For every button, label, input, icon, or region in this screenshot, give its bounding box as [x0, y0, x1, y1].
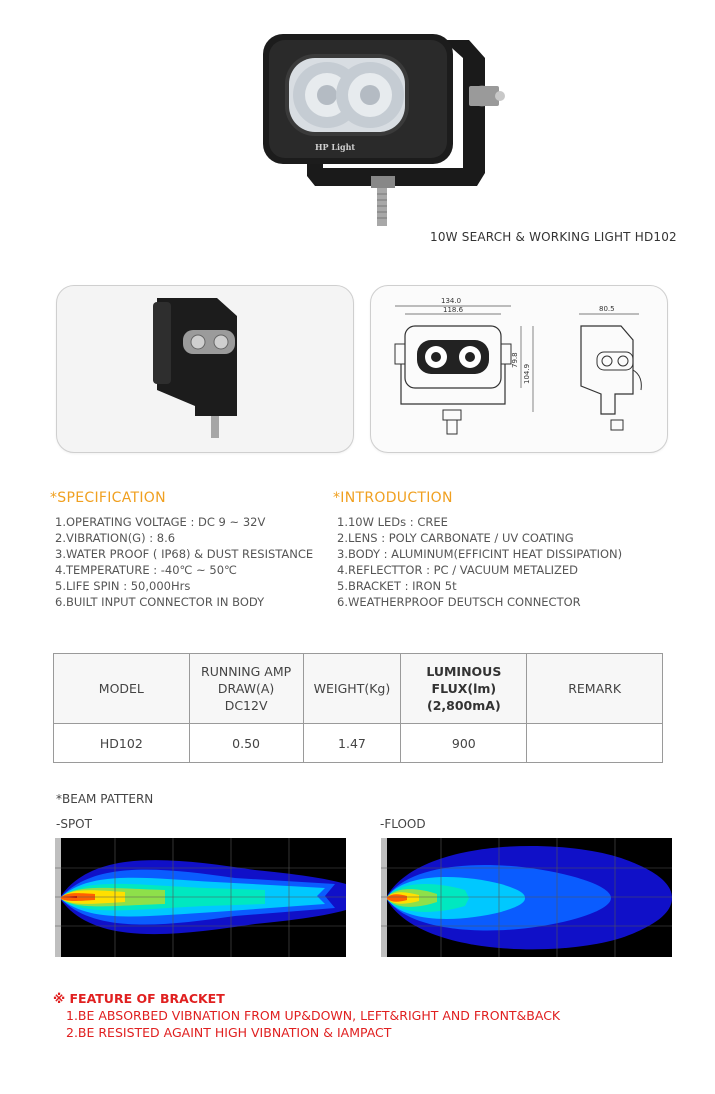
header-luminous-flux [401, 654, 527, 724]
dim-depth: 80.5 [599, 305, 615, 313]
spot-beam-image [55, 838, 346, 957]
intro-item: 3.BODY : ALUMINUM(EFFICINT HEAT DISSIPATION) [337, 547, 623, 561]
product-caption: 10W SEARCH & WORKING LIGHT HD102 [430, 230, 677, 244]
dimension-drawing [371, 286, 667, 452]
header-remark: REMARK [527, 654, 663, 724]
cell-remark [527, 724, 663, 763]
header-amp [189, 654, 303, 724]
header-amp-line3: DC12V [224, 698, 268, 713]
feature-item: 2.BE RESISTED AGAINT HIGH VIBNATION & IAMPACT [66, 1025, 392, 1040]
specification-list [55, 514, 313, 610]
side-view-panel [56, 285, 354, 453]
flood-label: -FLOOD [380, 817, 426, 831]
intro-item: 4.REFLECTTOR : PC / VACUUM METALIZED [337, 563, 578, 577]
specification-title: *SPECIFICATION [50, 490, 166, 506]
cell-model: HD102 [54, 724, 190, 763]
spec-item: 6.BUILT INPUT CONNECTOR IN BODY [55, 595, 265, 609]
header-amp-line2: DRAW(A) [217, 681, 275, 696]
spec-item: 4.TEMPERATURE : -40℃ ~ 50℃ [55, 563, 237, 577]
spec-item: 2.VIBRATION(G) : 8.6 [55, 531, 176, 545]
introduction-list [337, 514, 622, 610]
header-amp-line1: RUNNING AMP [201, 664, 292, 679]
cell-amp: 0.50 [189, 724, 303, 763]
beam-pattern-title: *BEAM PATTERN [56, 792, 154, 806]
feature-title: ※ FEATURE OF BRACKET [53, 991, 225, 1006]
header-weight: WEIGHT(Kg) [303, 654, 401, 724]
feature-item: 1.BE ABSORBED VIBNATION FROM UP&DOWN, LEFT&RIGHT AND FRONT&BACK [66, 1008, 561, 1023]
header-model: MODEL [54, 654, 190, 724]
header-lum-line2: (2,800mA) [427, 698, 501, 713]
side-view-photo [57, 286, 353, 452]
spec-item: 5.LIFE SPIN : 50,000Hrs [55, 579, 191, 593]
brand-mark: HP Light [315, 142, 356, 152]
intro-item: 6.WEATHERPROOF DEUTSCH CONNECTOR [337, 595, 581, 609]
flood-beam-image [381, 838, 672, 957]
product-photo [255, 28, 515, 233]
intro-item: 5.BRACKET : IRON 5t [337, 579, 457, 593]
spec-table [53, 653, 663, 763]
intro-item: 1.10W LEDs : CREE [337, 515, 448, 529]
spot-label: -SPOT [56, 817, 92, 831]
dimension-drawing-panel [370, 285, 668, 453]
table-row [54, 724, 663, 763]
spec-item: 1.OPERATING VOLTAGE : DC 9 ~ 32V [55, 515, 266, 529]
cell-weight: 1.47 [303, 724, 401, 763]
cell-luminous-flux: 900 [401, 724, 527, 763]
spec-item: 3.WATER PROOF ( IP68) & DUST RESISTANCE [55, 547, 314, 561]
table-header-row [54, 654, 663, 724]
dim-height-body: 79.8 [511, 352, 519, 368]
dim-height-overall: 104.9 [523, 363, 531, 384]
dim-width-overall: 134.0 [441, 297, 462, 305]
dim-width-body: 118.6 [443, 306, 464, 314]
intro-item: 2.LENS : POLY CARBONATE / UV COATING [337, 531, 574, 545]
header-lum-line1: LUMINOUS FLUX(lm) [426, 664, 502, 696]
introduction-title: *INTRODUCTION [333, 490, 453, 506]
